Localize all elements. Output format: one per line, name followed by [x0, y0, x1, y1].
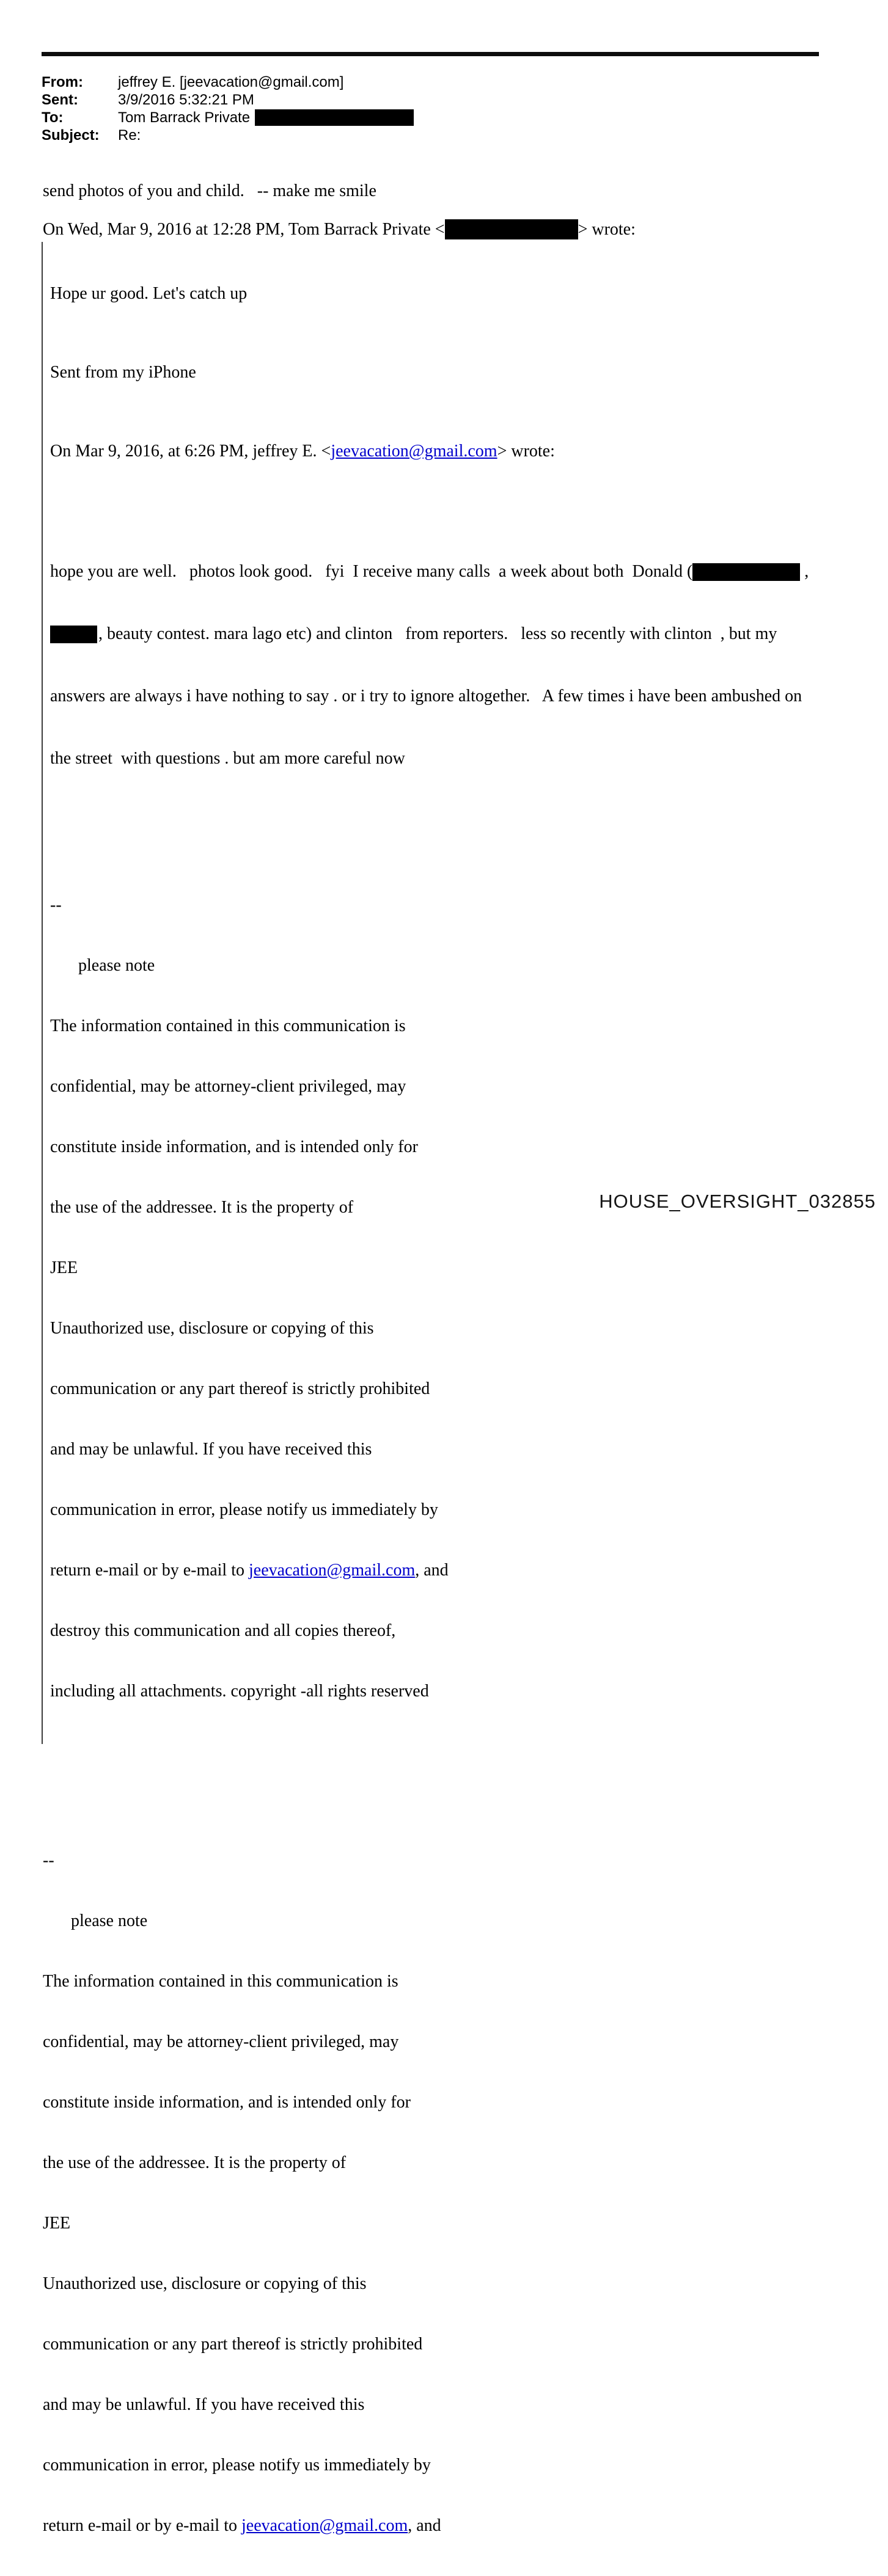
signature-line: communication or any part thereof is strictly prohibited [50, 1379, 430, 1398]
signature-line: confidential, may be attorney-client privileged, may [43, 2032, 399, 2051]
from-label: From: [42, 74, 83, 90]
signature-line: The information contained in this communication is [50, 1016, 406, 1035]
bates-number: HOUSE_OVERSIGHT_032855 [599, 1191, 876, 1212]
inner-attribution-suffix: > wrote: [497, 442, 555, 461]
signature-text: , and [415, 1561, 449, 1580]
header-divider-rule [42, 52, 819, 56]
signature-line [50, 1560, 888, 1580]
signature-note: please note [78, 956, 155, 975]
signature-line: and may be unlawful. If you have received this [43, 2395, 365, 2414]
paragraph-line [50, 561, 888, 582]
signature-line: communication in error, please notify us immediately by [43, 2456, 431, 2475]
email-header [42, 73, 888, 144]
header-row-subject [42, 126, 888, 144]
signature-line: and may be unlawful. If you have received this [50, 1440, 372, 1459]
quoted-line: Hope ur good. Let's catch up [50, 284, 248, 303]
redaction-bar-inline [692, 563, 800, 581]
to-value-text: Tom Barrack Private [118, 109, 251, 126]
paragraph-line: the street with questions . but am more careful now [50, 749, 405, 768]
reply-attribution-line [43, 219, 888, 239]
to-label: To: [42, 109, 64, 126]
inner-attribution-prefix: On Mar 9, 2016, at 6:26 PM, jeffrey E. < [50, 442, 331, 461]
subject-value: Re: [118, 127, 141, 144]
signature-line: constitute inside information, and is intended only for [43, 2093, 411, 2112]
paragraph-text: , [800, 562, 809, 581]
signature-line: JEE [50, 1258, 78, 1277]
email-document-page [0, 52, 888, 2535]
signature-line: destroy this communication and all copies thereof, [50, 1621, 396, 1640]
signature-line: confidential, may be attorney-client privileged, may [50, 1077, 406, 1096]
reply-attribution-suffix: > wrote: [578, 220, 636, 239]
header-row-from [42, 73, 888, 91]
signature-line: Unauthorized use, disclosure or copying of this [50, 1319, 374, 1338]
signature-note: please note [71, 1911, 148, 1930]
reply-attribution-prefix: On Wed, Mar 9, 2016 at 12:28 PM, Tom Barrack Private < [43, 220, 445, 239]
signature-dashes: -- [43, 1851, 54, 1870]
quoted-message-block [42, 242, 888, 1744]
email-link[interactable]: jeevacation@gmail.com [241, 2516, 408, 2535]
signature-line: The information contained in this communication is [43, 1972, 398, 1991]
signature-line: the use of the addressee. It is the property of [50, 1198, 354, 1217]
paragraph-text: hope you are well. photos look good. fyi I receive many calls a week about both Donald ( [50, 562, 693, 581]
paragraph-text: , beauty contest. mara lago etc) and clinton from reporters. less so recently with clinton , but my [98, 624, 777, 643]
signature-line: including all attachments. copyright -all rights reserved [50, 1682, 429, 1701]
to-value [118, 109, 414, 126]
signature-text: return e-mail or by e-mail to [43, 2516, 241, 2535]
inner-attribution-line [50, 441, 888, 461]
redaction-bar-reply-address [445, 219, 578, 239]
paragraph-line [50, 624, 888, 644]
sent-label: Sent: [42, 92, 78, 108]
signature-line: communication or any part thereof is strictly prohibited [43, 2335, 423, 2354]
header-row-sent [42, 91, 888, 109]
email-link[interactable]: jeevacation@gmail.com [249, 1561, 416, 1580]
email-link[interactable]: jeevacation@gmail.com [331, 442, 497, 461]
signature-line: Unauthorized use, disclosure or copying of this [43, 2274, 367, 2293]
signature-text: , and [408, 2516, 441, 2535]
redaction-bar-inline [50, 626, 97, 643]
from-value: jeffrey E. [jeevacation@gmail.com] [118, 74, 344, 90]
subject-label: Subject: [42, 127, 100, 144]
sent-value: 3/9/2016 5:32:21 PM [118, 92, 254, 108]
signature-line: constitute inside information, and is intended only for [50, 1137, 418, 1156]
signature-block-repeat [43, 1810, 888, 2576]
signature-dashes: -- [50, 896, 62, 914]
signature-text: return e-mail or by e-mail to [50, 1561, 249, 1580]
paragraph-line: answers are always i have nothing to say . or i try to ignore altogether. A few times i have been ambushed on [50, 687, 802, 706]
header-row-to [42, 109, 888, 126]
redaction-bar-to-address [255, 109, 414, 126]
signature-line: communication in error, please notify us immediately by [50, 1500, 438, 1519]
quoted-line: Sent from my iPhone [50, 363, 196, 382]
signature-line: JEE [43, 2214, 71, 2233]
signature-line [43, 2516, 888, 2536]
signature-line: the use of the addressee. It is the property of [43, 2153, 347, 2172]
quoted-paragraph [50, 520, 888, 811]
message-first-line: send photos of you and child. -- make me smile [43, 181, 376, 200]
